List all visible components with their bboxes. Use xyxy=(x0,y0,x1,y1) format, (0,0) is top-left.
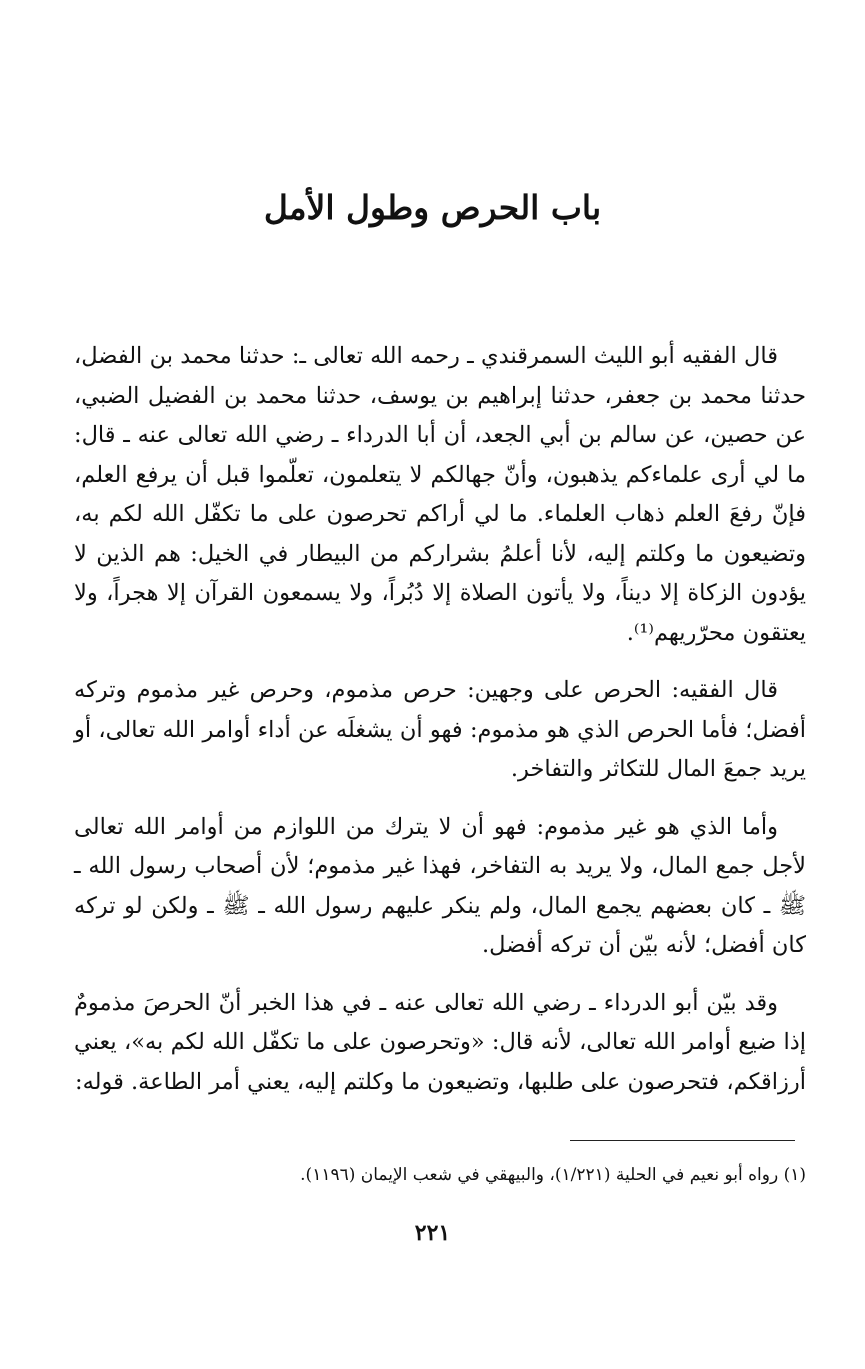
paragraph-1: قال الفقيه أبو الليث السمرقندي ـ رحمه الله تعالى ـ: حدثنا محمد بن الفضل، حدثنا محمد بن جعفر، حدثنا إبراهيم بن يوسف، حدثنا محمد بن الفضيل الضبي، عن حصين، عن سالم بن أبي الجعد، أن أبا الدرداء ـ رضي الله تعالى عنه ـ قال: ما لي أرى علماءكم يذهبون، وأنّ جهالكم لا يتعلمون، تعلّموا قبل أن يرفع العلم، فإنّ رفعَ العلم ذهاب العلماء. ما لي أراكم تحرصون على ما تكفّل الله لكم به، وتضيعون ما وكلتم إليه، لأنا أعلمُ بشراركم من البيطار في الخيل: هم الذين لا يؤدون الزكاة إلا ديناً، ولا يأتون الصلاة إلا دُبُراً، ولا يسمعون القرآن إلا هجراً، ولا يعتقون محرّريهم⁽¹⁾. xyxy=(74,343,806,646)
body-text xyxy=(74,337,806,1120)
chapter-title: باب الحرص وطول الأمل xyxy=(263,188,602,227)
footnote: (١) رواه أبو نعيم في الحلية (١/٢٢١)، والبيهقي في شعب الإيمان (١١٩٦). xyxy=(300,1165,806,1185)
paragraph-2: قال الفقيه: الحرص على وجهين: حرص مذموم، وحرص غير مذموم وتركه أفضل؛ فأما الحرص الذي هو مذموم: فهو أن يشغلَه عن أداء أوامر الله تعالى، أو يريد جمعَ المال للتكاثر والتفاخر. xyxy=(74,677,806,782)
paragraph-4: وقد بيّن أبو الدرداء ـ رضي الله تعالى عنه ـ في هذا الخبر أنّ الحرصَ مذمومٌ إذا ضيع أوامر الله تعالى، لأنه قال: «وتحرصون على ما تكفّل الله لكم به»، يعني أرزاقكم، فتحرصون على طلبها، وتضيعون ما وكلتم إليه، يعني أمر الطاعة. قوله: xyxy=(74,989,806,1095)
paragraph-3: وأما الذي هو غير مذموم: فهو أن لا يترك من اللوازم من أوامر الله تعالى لأجل جمع المال، ولا يريد به التفاخر، فهذا غير مذموم؛ لأن أصحاب رسول الله ـ ﷺ ـ كان بعضهم يجمع المال، ولم ينكر عليهم رسول الله ـ ﷺ ـ ولكن لو تركه كان أفضل؛ لأنه بيّن أن تركه أفضل. xyxy=(74,813,806,958)
page-number: ٢٢١ xyxy=(414,1220,451,1246)
footnote-divider xyxy=(570,1140,795,1141)
